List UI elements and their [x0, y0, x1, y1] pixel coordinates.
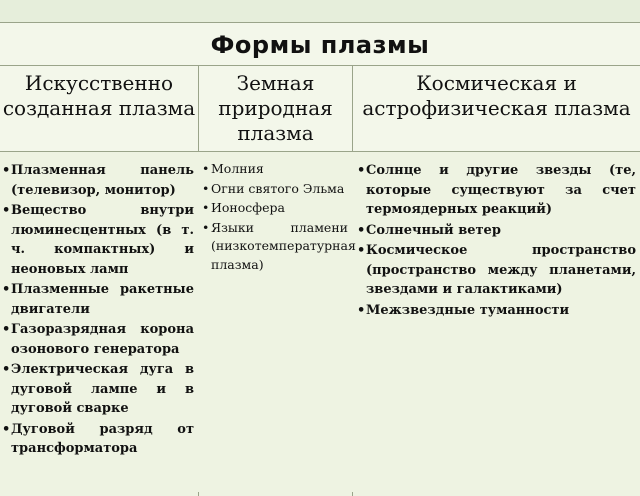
list-item: • Электрическая дуга в дуговой лампе и в дуговой сварке [2, 360, 194, 419]
list-item: • Языки пламени (низкотемпературная плазма) [202, 219, 348, 275]
column-header-terrestrial: Земная природная плазма [218, 71, 333, 145]
table-title: Формы плазмы [0, 23, 640, 66]
terrestrial-list [202, 160, 356, 274]
list-item: • Солнечный ветер [357, 221, 636, 241]
list-item: • Ионосфера [202, 199, 348, 218]
space-list [357, 161, 636, 320]
list-item: • Молния [202, 160, 348, 179]
column-terrestrial [199, 152, 356, 492]
artificial-list [2, 161, 194, 459]
list-item: • Вещество внутри люминесцентных (в т. ч. компактных) и неоновых ламп [2, 201, 194, 279]
list-item: • Огни святого Эльма [202, 180, 348, 199]
list-item: • Солнце и другие звезды (те, которые существуют за счет термоядерных реакций) [357, 161, 636, 220]
table-body [0, 152, 640, 492]
column-artificial [0, 152, 198, 492]
column-header-artificial: Искусственно созданная плазма [2, 71, 196, 120]
column-header-space: Космическая и астрофизическая плазма [362, 71, 631, 120]
list-item: • Газоразрядная корона озонового генератора [2, 320, 194, 359]
top-band [0, 0, 640, 22]
list-item: • Дуговой разряд от трансформатора [2, 420, 194, 459]
column-space [353, 152, 638, 492]
plasma-forms-table [0, 22, 640, 493]
list-item: • Межзвездные туманности [357, 301, 636, 321]
list-item: • Плазменные ракетные двигатели [2, 280, 194, 319]
list-item: • Плазменная панель (телевизор, монитор) [2, 161, 194, 200]
header-row [0, 66, 640, 152]
list-item: • Космическое пространство (пространство между планетами, звездами и галактиками) [357, 241, 636, 300]
